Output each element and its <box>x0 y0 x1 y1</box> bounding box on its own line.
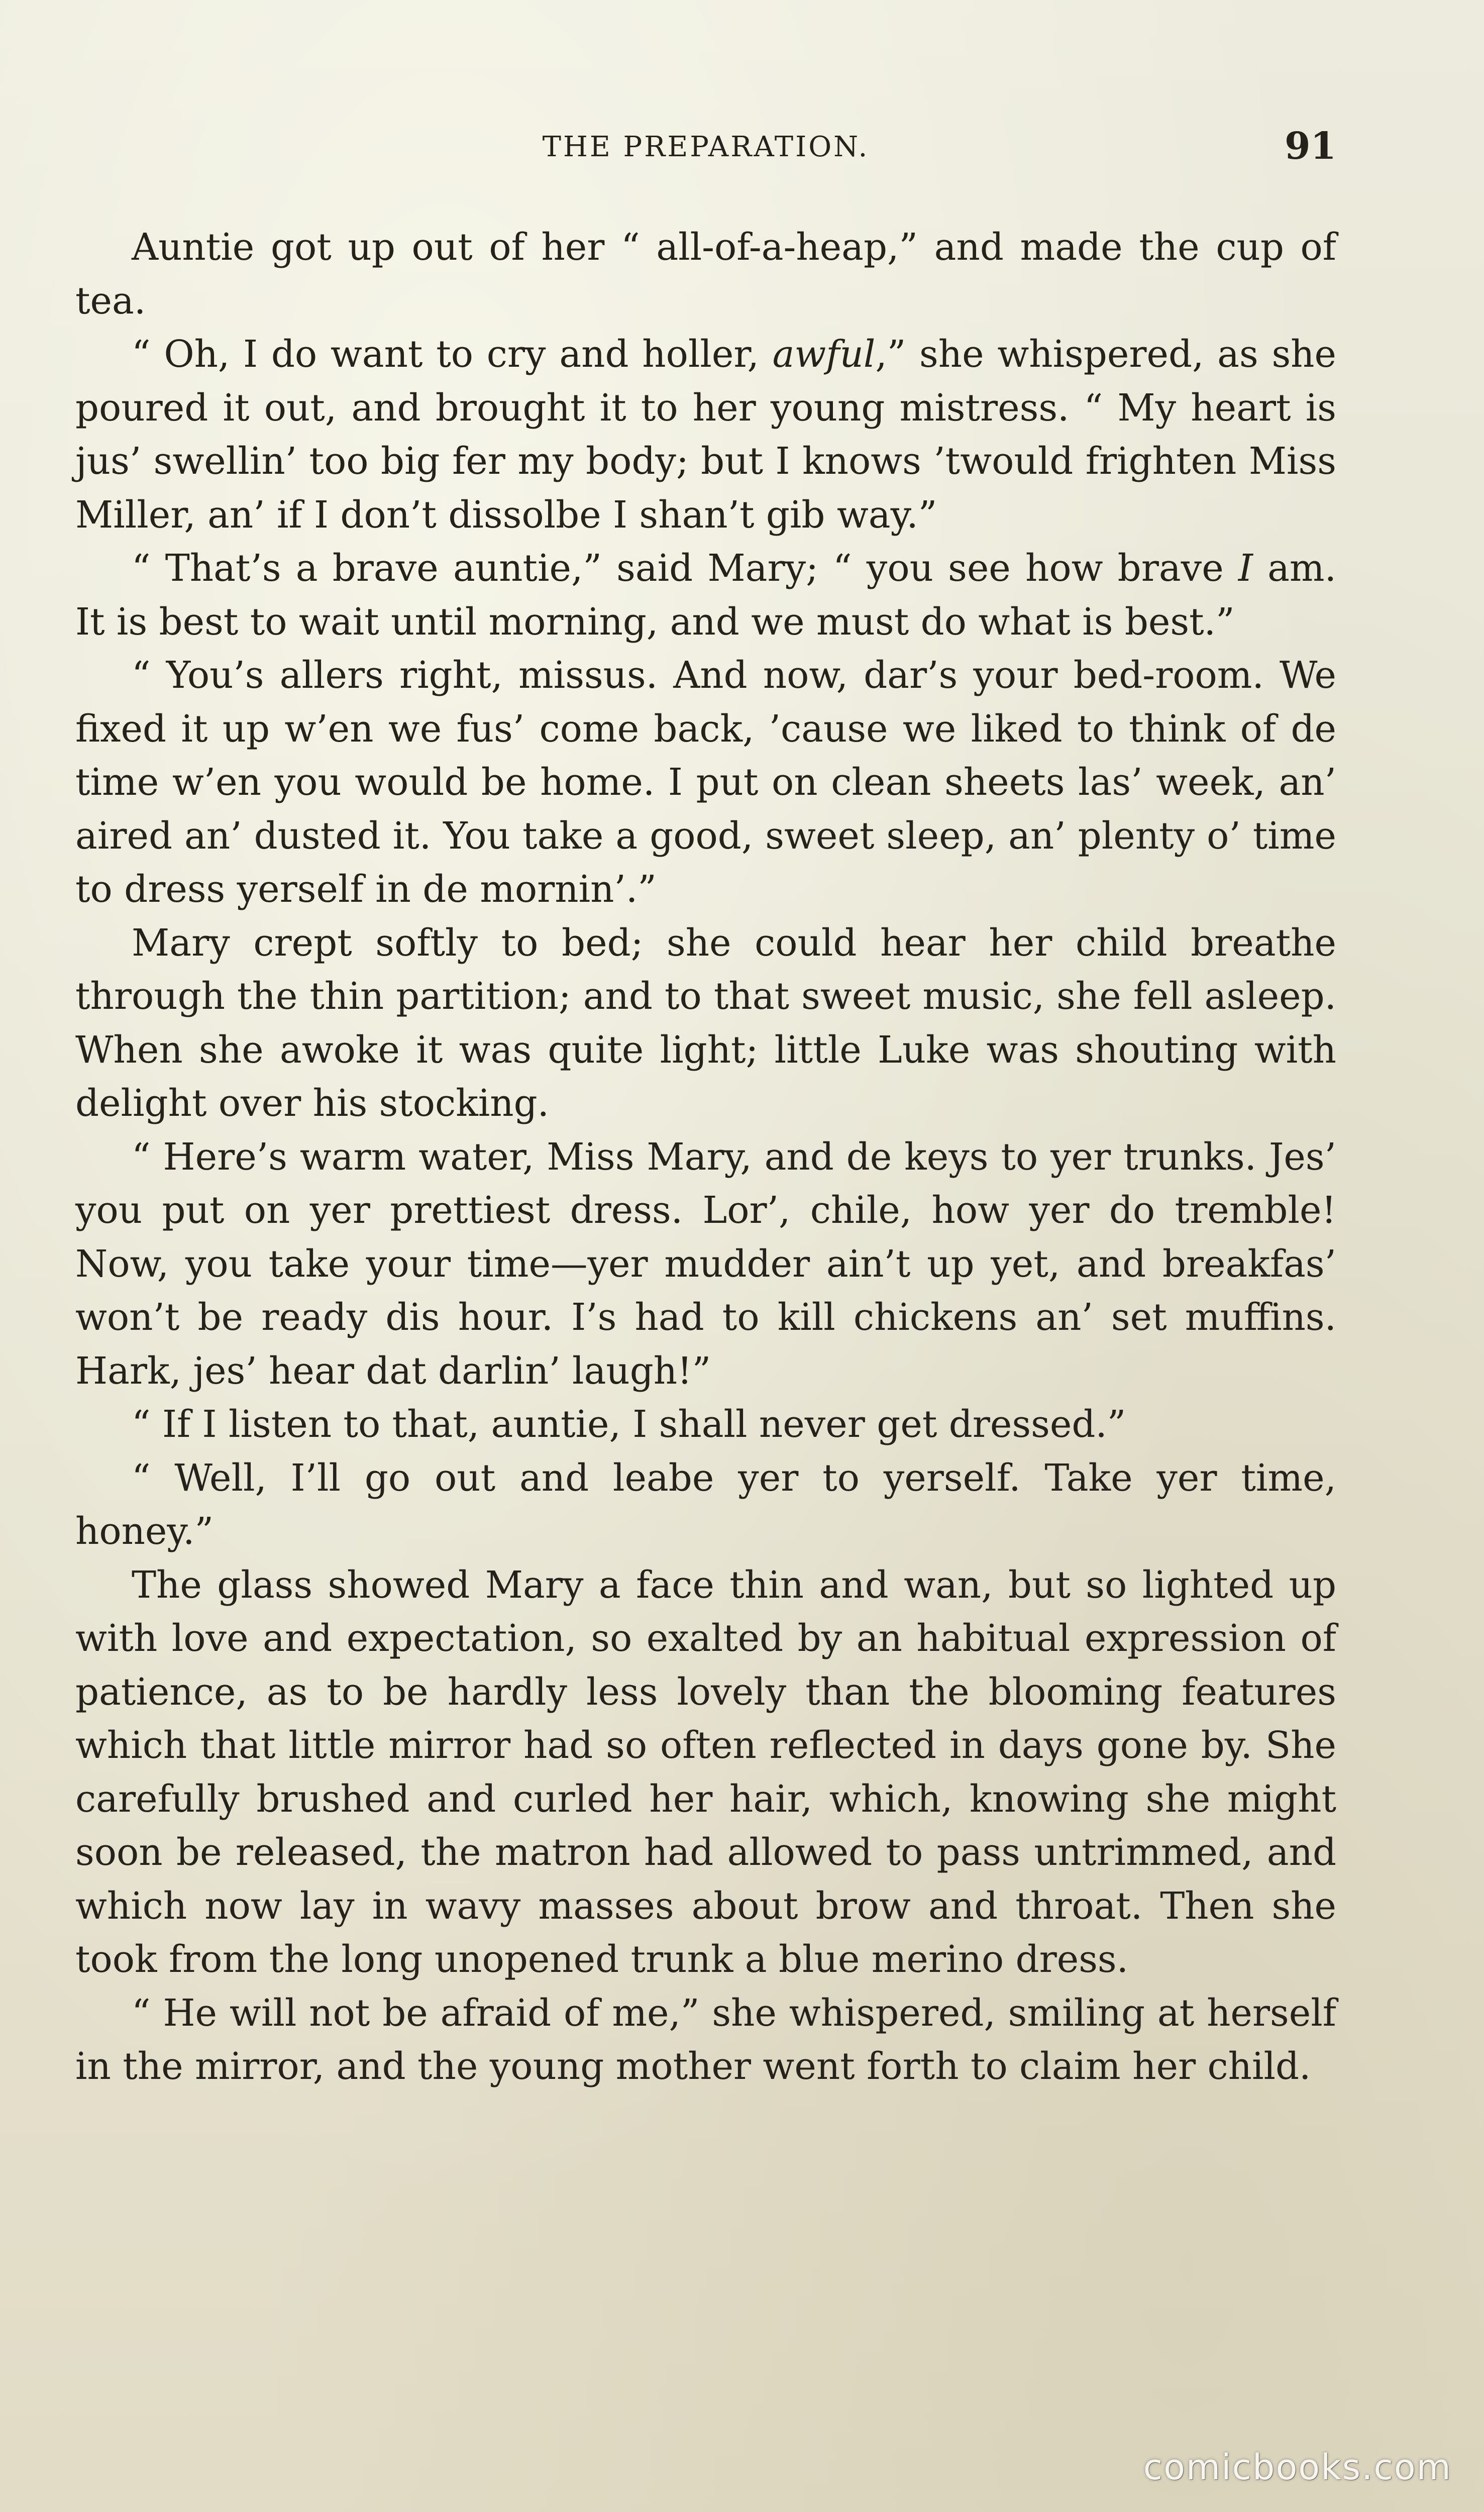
text-run: am. It is best to wait until morning, and we must do what is best.” <box>75 547 1336 644</box>
text-run: “ Oh, I do want to cry and holler, <box>132 333 773 376</box>
text-run: “ That’s a brave auntie,” said Mary; “ you see how brave <box>132 547 1238 590</box>
paragraph <box>75 1987 1336 2094</box>
watermark: comicbooks.com <box>1143 2447 1452 2488</box>
text-run: The glass showed Mary a face thin and wan, but so lighted up with love and expectation, so exalted by an habitual expression of patience, as to be hardly less lovely than the blooming features which that little mirror had so often reflected in days gone by. She carefully brushed and curled her hair, which, knowing she might soon be released, the matron had allowed to pass untrimmed, and which now lay in wavy masses about brow and throat. Then she took from the long unopened trunk a blue merino dress. <box>75 1563 1336 1981</box>
text-run: “ Here’s warm water, Miss Mary, and de keys to yer trunks. Jes’ you put on yer prettiest dress. Lor’, chile, how yer do tremble! Now, you take your time—yer mudder ain’t up yet, and breakfas’ won’t be ready dis hour. I’s had to kill chickens an’ set muffins. Hark, jes’ hear dat darlin’ laugh!” <box>75 1135 1336 1393</box>
text-run: “ You’s allers right, missus. And now, dar’s your bed-room. We fixed it up w’en we fus’ come back, ’cause we liked to think of de time w’en you would be home. I put on clean sheets las’ week, an’ aired an’ dusted it. You take a good, sweet sleep, an’ plenty o’ time to dress yerself in de mornin’.” <box>75 654 1336 911</box>
text-run: ,” she whispered, as she poured it out, and brought it to her young mistress. “ My heart is jus’ swellin’ too big fer my body; but I knows ’twould frighten Miss Miller, an’ if I don’t dissolbe I shan’t gib way.” <box>75 333 1336 537</box>
paragraph <box>75 221 1336 328</box>
italic-text: I <box>1238 547 1253 590</box>
body-text <box>75 221 1336 2094</box>
paragraph <box>75 649 1336 917</box>
paragraph <box>75 542 1336 649</box>
paragraph <box>75 328 1336 542</box>
text-run: “ He will not be afraid of me,” she whispered, smiling at herself in the mirror, and the young mother went forth to claim her child. <box>75 1992 1336 2088</box>
paragraph <box>75 1452 1336 1559</box>
text-run: Auntie got up out of her “ all-of-a-heap,” and made the cup of tea. <box>75 226 1336 323</box>
running-title: THE PREPARATION. <box>542 131 870 163</box>
text-run: “ If I listen to that, auntie, I shall never get dressed.” <box>132 1403 1126 1446</box>
paragraph <box>75 1398 1336 1452</box>
text-run: “ Well, I’ll go out and leabe yer to yerself. Take yer time, honey.” <box>75 1456 1336 1553</box>
paragraph <box>75 917 1336 1131</box>
running-head <box>75 125 1336 170</box>
text-run: Mary crept softly to bed; she could hear her child breathe through the thin partition; and to that sweet music, she fell asleep. When she awoke it was quite light; little Luke was shouting with delight over his stocking. <box>75 921 1336 1125</box>
page-number: 91 <box>1285 125 1336 168</box>
italic-text: awful <box>772 333 876 376</box>
paragraph <box>75 1131 1336 1399</box>
paragraph <box>75 1559 1336 1987</box>
